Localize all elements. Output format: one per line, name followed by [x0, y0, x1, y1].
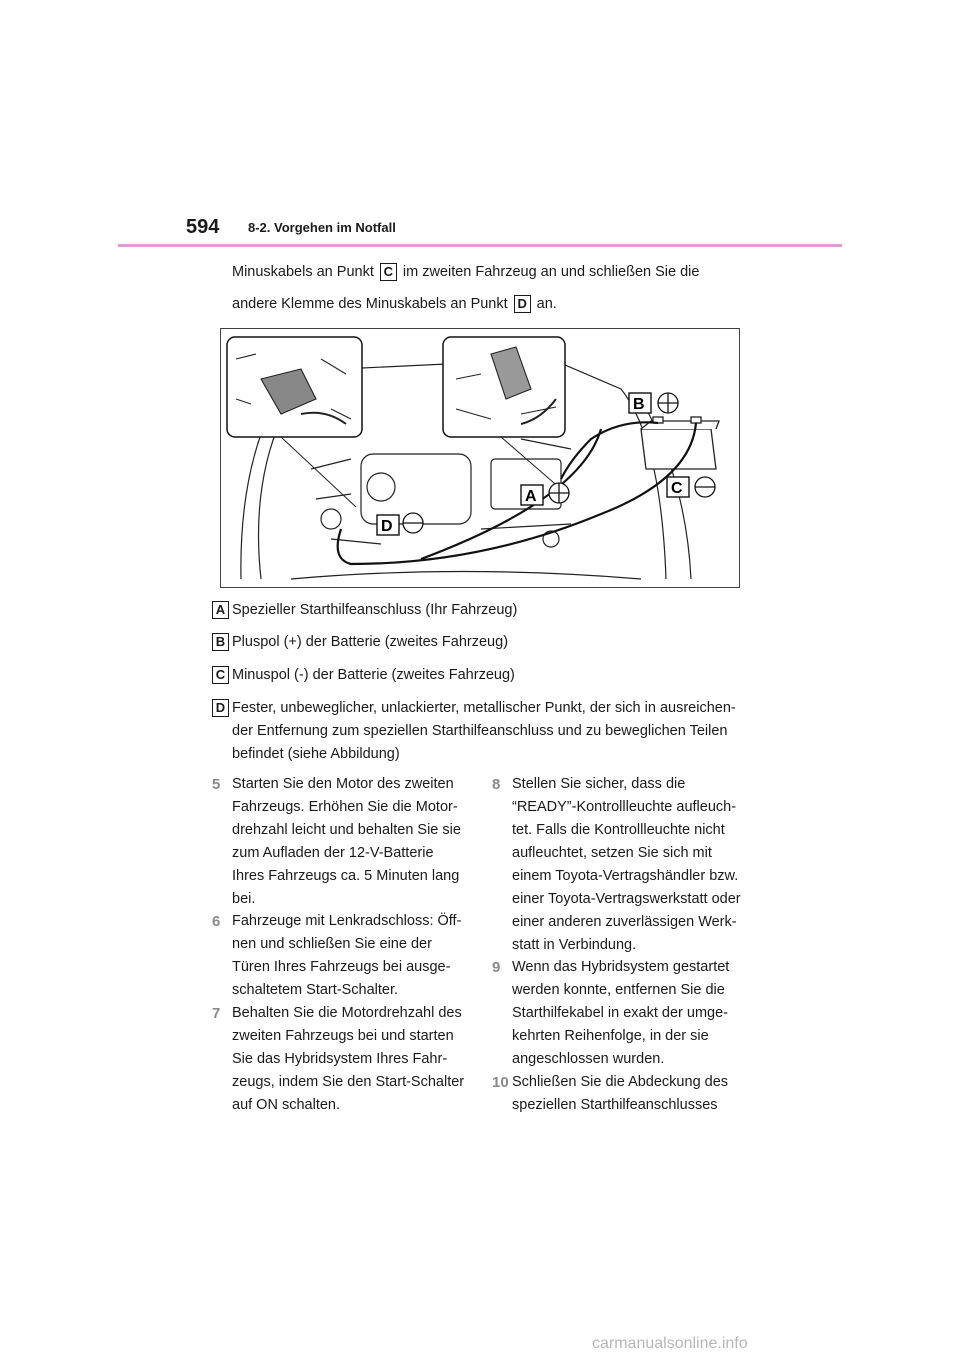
- step-number: 9: [492, 959, 501, 976]
- step-line: werden konnte, entfernen Sie die: [512, 982, 725, 998]
- step-line: speziellen Starthilfeanschlusses: [512, 1097, 718, 1113]
- legend-text: Minuspol (-) der Batterie (zweites Fahrzeug): [232, 667, 515, 683]
- step-line: tet. Falls die Kontrollleuchte nicht: [512, 822, 725, 838]
- cable-loop: [421, 429, 601, 559]
- step-number: 6: [212, 913, 221, 930]
- intro-text: andere Klemme des Minuskabels an Punkt: [232, 296, 508, 312]
- step-number: 8: [492, 776, 501, 793]
- step-line: aufleuchtet, setzen Sie sich mit: [512, 845, 712, 861]
- step-line: bei.: [232, 891, 256, 907]
- legend-text-line: der Entfernung zum speziellen Starthilfeanschluss und zu beweglichen Teilen: [232, 723, 728, 739]
- step-line: Starten Sie den Motor des zweiten: [232, 776, 454, 792]
- legend-marker: B: [212, 633, 229, 651]
- step-line: zweiten Fahrzeugs bei und starten: [232, 1028, 454, 1044]
- step-line: Sie das Hybridsystem Ihres Fahr-: [232, 1051, 448, 1067]
- marker-d-box: D: [514, 295, 531, 313]
- step-line: angeschlossen wurden.: [512, 1051, 665, 1067]
- step-number: 5: [212, 776, 221, 793]
- step-line: zum Aufladen der 12-V-Batterie: [232, 845, 434, 861]
- oil-cap: [367, 473, 395, 501]
- marker-c-box: C: [380, 263, 397, 281]
- intro-text: im zweiten Fahrzeug an und schließen Sie die: [402, 264, 700, 280]
- engine-bay-drawing: [221, 329, 740, 588]
- step-line: Fahrzeuge mit Lenkradschloss: Öff-: [232, 913, 462, 929]
- legend-text: Pluspol (+) der Batterie (zweites Fahrzeug): [232, 634, 509, 650]
- figure-label-b: B: [633, 396, 645, 413]
- section-title: 8-2. Vorgehen im Notfall: [248, 220, 396, 235]
- page-number: 594: [186, 216, 220, 238]
- step-line: Türen Ihres Fahrzeugs bei ausge-: [232, 959, 451, 975]
- step-number: 10: [492, 1074, 509, 1091]
- step-line: Ihres Fahrzeugs ca. 5 Minuten lang: [232, 868, 460, 884]
- step-line: kehrten Reihenfolge, in der sie: [512, 1028, 709, 1044]
- inset-leader: [281, 437, 561, 507]
- label-c-group: [667, 477, 715, 497]
- step-line: drehzahl leicht und behalten Sie sie: [232, 822, 461, 838]
- step-line: Starthilfekabel in exakt der umge-: [512, 1005, 728, 1021]
- step-line: einem Toyota-Vertragshändler bzw.: [512, 868, 739, 884]
- intro-text: Minuskabels an Punkt: [232, 264, 374, 280]
- legend-text-line: befindet (siehe Abbildung): [232, 746, 400, 762]
- step-line: schaltetem Start-Schalter.: [232, 982, 399, 998]
- figure-label-d: D: [381, 518, 393, 535]
- intro-text: an.: [536, 296, 557, 312]
- step-line: Schließen Sie die Abdeckung des: [512, 1074, 729, 1090]
- intro-line-2: [232, 294, 792, 314]
- step-line: einer Toyota-Vertragswerkstatt oder: [512, 891, 741, 907]
- step-line: Stellen Sie sicher, dass die: [512, 776, 686, 792]
- step-line: statt in Verbindung.: [512, 937, 637, 953]
- legend-marker: D: [212, 699, 229, 717]
- watermark: carmanualsonline.info: [592, 1335, 748, 1352]
- intro-line-1: [232, 262, 792, 282]
- legend-text-line: Fester, unbeweglicher, unlackierter, metallischer Punkt, der sich in ausreichen-: [232, 700, 736, 716]
- step-line: “READY”-Kontrollleuchte aufleuch-: [512, 799, 737, 815]
- step-line: Behalten Sie die Motordrehzahl des: [232, 1005, 462, 1021]
- legend-text: Spezieller Starthilfeanschluss (Ihr Fahrzeug): [232, 602, 518, 618]
- legend-marker: C: [212, 666, 229, 684]
- label-b-group: [629, 393, 678, 413]
- step-line: auf ON schalten.: [232, 1097, 340, 1113]
- legend-marker: A: [212, 601, 229, 619]
- bumper-line: [291, 572, 641, 580]
- engine-bay-illustration: [220, 328, 740, 588]
- step-line: nen und schließen Sie eine der: [232, 936, 432, 952]
- step-number: 7: [212, 1005, 221, 1022]
- figure-label-c: C: [671, 480, 683, 497]
- step-line: Fahrzeugs. Erhöhen Sie die Motor-: [232, 799, 458, 815]
- step-line: einer anderen zuverlässigen Werk-: [512, 914, 737, 930]
- engine-detail-circle: [321, 509, 341, 529]
- label-a-group: [521, 483, 569, 505]
- step-line: Wenn das Hybridsystem gestartet: [512, 959, 730, 975]
- header-rule: [118, 244, 842, 247]
- step-line: zeugs, indem Sie den Start-Schalter: [232, 1074, 465, 1090]
- figure-label-a: A: [525, 488, 537, 505]
